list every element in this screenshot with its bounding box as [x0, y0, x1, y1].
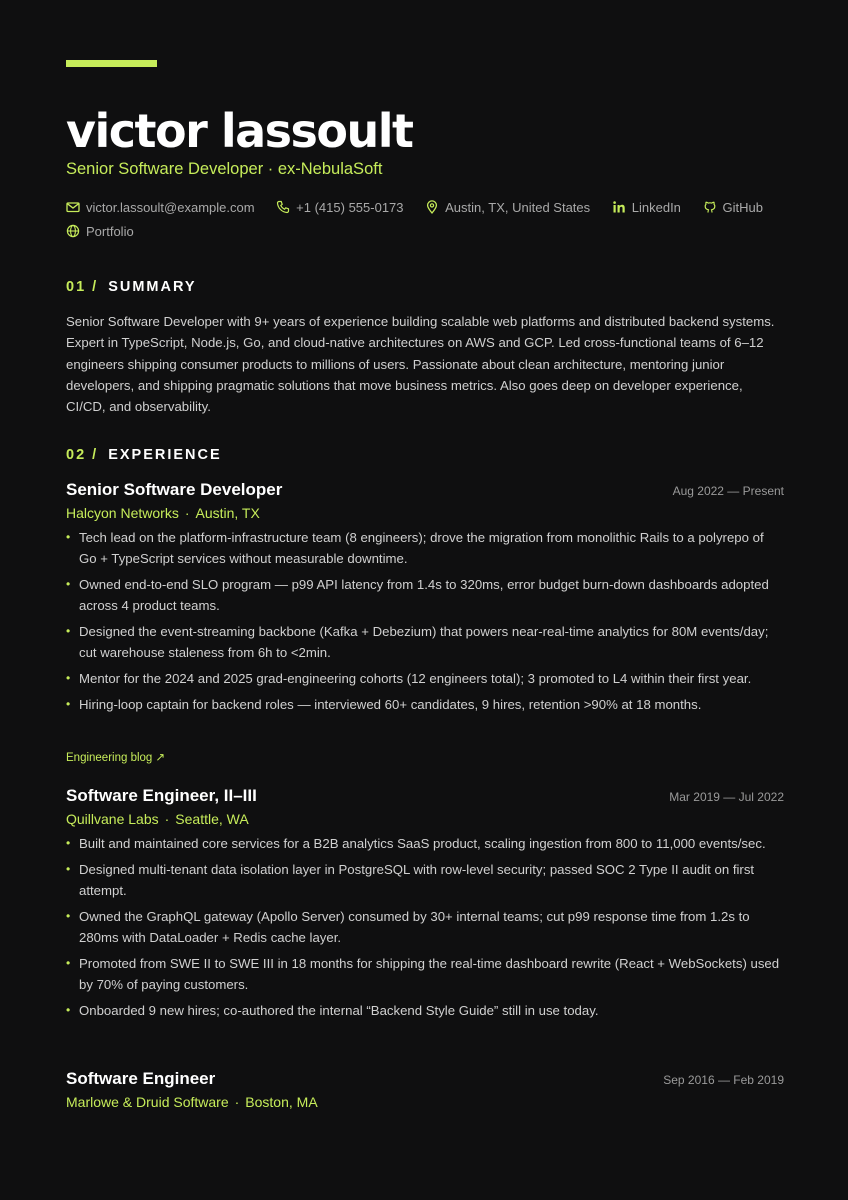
accent-bar: [66, 60, 157, 67]
contact-portfolio[interactable]: [66, 222, 134, 240]
summary-text: Senior Software Developer with 9+ years of experience building scalable web platforms and distributed backend systems. Expert in TypeScript, Node.js, Go, and cloud-native architectures on AWS and GCP. Led cross-functional teams of 6–12 engineers shipping consumer products to millions of users. Passionate about clean architecture, mentoring junior developers, and shipping pragmatic solutions that move business metrics. Also goes deep on developer experience, CI/CD, and observability.: [66, 314, 775, 415]
company-name: Marlowe & Druid Software: [66, 1094, 229, 1110]
contact-email[interactable]: [66, 198, 255, 216]
contact-email-text: victor.lassoult@example.com: [86, 199, 255, 215]
contact-linkedin-text: LinkedIn: [631, 199, 681, 215]
company-name: Halcyon Networks: [66, 505, 179, 521]
separator-dot: ·: [164, 811, 170, 827]
phone-icon: [276, 200, 290, 214]
company-name: Quillvane Labs: [66, 811, 159, 827]
summary-title: SUMMARY: [108, 279, 197, 295]
bullet-item: • Built and maintained core services for a B2B analytics SaaS product, scaling ingestion from 800 to 11,000 events/sec.: [66, 833, 784, 854]
job-title: Software Engineer, II–III: [66, 786, 257, 805]
bullet-item: • Owned end-to-end SLO program — p99 API latency from 1.4s to 320ms, error budget burn-down dashboards adopted across 4 product teams.: [66, 574, 784, 617]
summary-number: 01 /: [66, 279, 99, 295]
separator-dot: ·: [234, 1094, 240, 1110]
job-company-line: [66, 505, 260, 521]
contact-linkedin[interactable]: [612, 198, 681, 216]
job-title: Senior Software Developer: [66, 480, 283, 499]
contact-location: [425, 198, 590, 216]
company-location: Austin, TX: [195, 505, 260, 521]
email-icon: [66, 200, 80, 214]
company-location: Boston, MA: [245, 1094, 318, 1110]
linkedin-icon: [612, 200, 626, 214]
job-company-line: [66, 811, 249, 827]
bullet-item: • Tech lead on the platform-infrastructure team (8 engineers); drove the migration from monolithic Rails to a polyrepo of Go + TypeScript services without measurable downtime.: [66, 527, 784, 570]
job-dates: Aug 2022 — Present: [672, 484, 784, 498]
contact-github-text: GitHub: [722, 199, 764, 215]
experience-title: EXPERIENCE: [108, 447, 222, 463]
summary-heading: [66, 279, 197, 295]
contact-list: [66, 198, 796, 241]
bullet-item: • Mentor for the 2024 and 2025 grad-engineering cohorts (12 engineers total); 3 promoted to L4 within their first year.: [66, 668, 784, 689]
location-pin-icon: [425, 200, 439, 214]
contact-location-text: Austin, TX, United States: [445, 199, 591, 215]
contact-portfolio-text: Portfolio: [86, 223, 134, 239]
contact-phone-text: +1 (415) 555-0173: [296, 199, 404, 215]
globe-icon: [66, 224, 80, 238]
company-location: Seattle, WA: [175, 811, 249, 827]
job-dates: Mar 2019 — Jul 2022: [669, 790, 784, 804]
bullet-item: • Onboarded 9 new hires; co-authored the internal “Backend Style Guide” still in use today.: [66, 1000, 784, 1021]
bullet-item: • Promoted from SWE II to SWE III in 18 months for shipping the real-time dashboard rewrite (React + WebSockets) used by 70% of paying customers.: [66, 953, 784, 996]
job-title: Software Engineer: [66, 1069, 216, 1088]
contact-phone[interactable]: [276, 198, 403, 216]
engineering-blog-link[interactable]: Engineering blog ↗: [66, 752, 166, 764]
experience-heading: [66, 447, 222, 463]
contact-github[interactable]: [703, 198, 763, 216]
bullet-item: • Hiring-loop captain for backend roles — interviewed 60+ candidates, 9 hires, retention >90% at 18 months.: [66, 694, 784, 715]
experience-number: 02 /: [66, 447, 99, 463]
job-bullets: [66, 833, 784, 1026]
candidate-name: victor lassoult: [66, 104, 413, 158]
bullet-item: • Owned the GraphQL gateway (Apollo Server) consumed by 30+ internal teams; cut p99 response time from 1.2s to 280ms with DataLoader + Redis cache layer.: [66, 906, 784, 949]
job-dates: Sep 2016 — Feb 2019: [663, 1073, 784, 1087]
github-icon: [703, 200, 717, 214]
candidate-subtitle: Senior Software Developer · ex-NebulaSoft: [66, 160, 383, 178]
bullet-item: • Designed the event-streaming backbone (Kafka + Debezium) that powers near-real-time analytics for 80M events/day; cut warehouse staleness from 6h to <2min.: [66, 621, 784, 664]
separator-dot: ·: [184, 505, 190, 521]
job-bullets: [66, 527, 784, 720]
job-company-line: [66, 1094, 318, 1110]
bullet-item: • Designed multi-tenant data isolation layer in PostgreSQL with row-level security; passed SOC 2 Type II audit on first attempt.: [66, 859, 784, 902]
